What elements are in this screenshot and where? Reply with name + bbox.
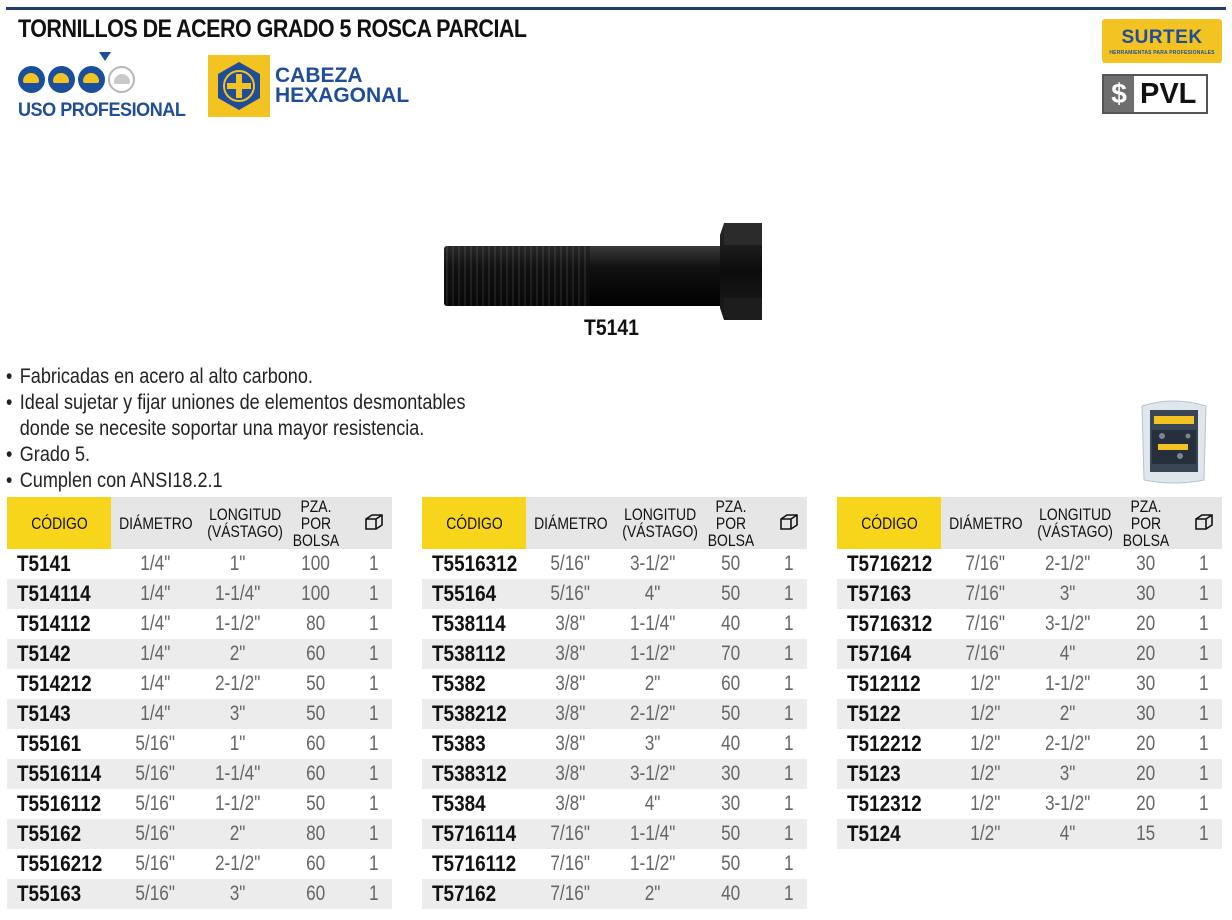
cell-diameter: 3/8" — [554, 672, 586, 695]
cell-box-qty: 1 — [1198, 612, 1209, 635]
cell-box-qty: 1 — [1198, 792, 1209, 815]
cell-length: 3-1/2" — [630, 552, 676, 575]
cell-length: 3" — [1029, 759, 1107, 789]
table-header-row — [837, 497, 1222, 549]
cell-pieces: 50 — [721, 552, 741, 575]
cell-box-qty: 1 — [368, 792, 379, 815]
table-row — [7, 699, 392, 729]
cell-pieces: 20 — [1136, 612, 1156, 635]
column-header-code: CÓDIGO — [422, 497, 526, 549]
cell-code: T5516212 — [17, 851, 103, 876]
cell-diameter: 7/16" — [965, 552, 1005, 575]
table-row — [7, 789, 392, 819]
cell-box-qty: 1 — [1185, 699, 1222, 729]
cell-diameter: 5/16" — [135, 732, 175, 755]
cell-code: T5516112 — [17, 791, 102, 816]
cell-pieces: 80 — [277, 819, 355, 849]
cell-code: T55162 — [7, 819, 111, 849]
cell-code: T57164 — [837, 639, 941, 669]
product-table — [7, 497, 392, 909]
cell-diameter: 3/8" — [554, 612, 586, 635]
table-row — [7, 879, 392, 909]
table-row — [7, 549, 392, 579]
table-row — [422, 789, 807, 819]
cell-diameter: 1/2" — [969, 672, 1001, 695]
cell-diameter: 7/16" — [550, 852, 590, 875]
brand-tagline: HERRAMIENTAS PARA PROFESIONALES — [1109, 50, 1215, 56]
cell-box-qty: 1 — [783, 732, 794, 755]
cell-code: T5716114 — [422, 819, 526, 849]
cell-code: T55164 — [422, 579, 526, 609]
cell-code: T5382 — [432, 671, 486, 696]
cell-diameter: 1/4" — [139, 672, 171, 695]
cell-diameter: 5/16" — [526, 579, 614, 609]
cell-code: T5124 — [837, 819, 941, 849]
cell-pieces: 30 — [721, 792, 741, 815]
price-type-badge — [1102, 74, 1208, 114]
cell-length: 3-1/2" — [1045, 612, 1091, 635]
cell-diameter: 3/8" — [554, 732, 586, 755]
table-row — [422, 879, 807, 909]
cell-diameter: 1/4" — [111, 699, 199, 729]
cell-box-qty: 1 — [355, 819, 392, 849]
table-row — [837, 699, 1222, 729]
cell-box-qty: 1 — [355, 879, 392, 909]
cell-pieces: 30 — [1107, 699, 1185, 729]
cell-diameter: 1/2" — [941, 699, 1029, 729]
cell-code: T512212 — [847, 731, 922, 756]
cell-pieces: 50 — [692, 699, 770, 729]
cell-length: 2-1/2" — [215, 672, 261, 695]
cell-code: T514114 — [7, 579, 111, 609]
table-row — [422, 819, 807, 849]
cell-code: T57162 — [422, 879, 526, 909]
feature-list — [6, 364, 466, 494]
table-row — [7, 639, 392, 669]
box-icon — [770, 497, 807, 549]
cell-length: 3-1/2" — [614, 759, 692, 789]
cell-length: 3" — [645, 732, 661, 755]
cell-box-qty: 1 — [368, 672, 379, 695]
cell-length: 2" — [199, 819, 277, 849]
cell-length: 2-1/2" — [215, 852, 261, 875]
helmet-icon — [18, 66, 45, 93]
cell-length: 2" — [645, 672, 661, 695]
table-row — [422, 579, 807, 609]
cell-code: T5122 — [837, 699, 941, 729]
table-row — [422, 639, 807, 669]
cell-length: 4" — [614, 579, 692, 609]
cell-code: T57163 — [837, 579, 941, 609]
cell-pieces: 60 — [277, 759, 355, 789]
table-row — [422, 759, 807, 789]
feature-item: • Ideal sujetar y fijar uniones de elementos desmontables — [6, 390, 466, 416]
cell-box-qty: 1 — [1185, 819, 1222, 849]
cell-diameter: 1/4" — [139, 612, 171, 635]
cell-pieces: 20 — [1136, 732, 1156, 755]
cell-pieces: 20 — [1107, 759, 1185, 789]
page-title: TORNILLOS DE ACERO GRADO 5 ROSCA PARCIAL — [18, 15, 527, 43]
product-image-code: T5141 — [584, 315, 639, 340]
table-row — [7, 759, 392, 789]
cell-diameter: 7/16" — [526, 819, 614, 849]
cell-code: T514112 — [17, 611, 91, 636]
cell-length: 2-1/2" — [1045, 732, 1091, 755]
cell-length: 4" — [1029, 819, 1107, 849]
table-row — [422, 609, 807, 639]
table-row — [7, 609, 392, 639]
cell-box-qty: 1 — [770, 699, 807, 729]
usage-label: USO PROFESIONAL — [18, 100, 186, 121]
table-row — [837, 579, 1222, 609]
cell-pieces: 30 — [692, 759, 770, 789]
cell-code: T5383 — [432, 731, 486, 756]
column-header-diameter: DIÁMETRO — [941, 497, 1029, 549]
helmet-inactive-icon — [108, 66, 135, 93]
cell-code: T538114 — [432, 611, 506, 636]
cell-code: T512112 — [847, 671, 921, 696]
cell-box-qty: 1 — [1185, 579, 1222, 609]
column-header-code: CÓDIGO — [7, 497, 111, 549]
cell-box-qty: 1 — [770, 759, 807, 789]
cell-diameter: 3/8" — [526, 759, 614, 789]
cell-box-qty: 1 — [770, 639, 807, 669]
cell-code: T538312 — [422, 759, 526, 789]
cell-box-qty: 1 — [783, 792, 794, 815]
cell-pieces: 50 — [692, 819, 770, 849]
cell-diameter: 5/16" — [135, 852, 175, 875]
cell-length: 2" — [1029, 699, 1107, 729]
cell-length: 3-1/2" — [1045, 792, 1091, 815]
cell-pieces: 30 — [1136, 672, 1156, 695]
cell-box-qty: 1 — [1185, 759, 1222, 789]
cell-pieces: 50 — [306, 672, 326, 695]
cell-box-qty: 1 — [368, 852, 379, 875]
column-header-code: CÓDIGO — [837, 497, 941, 549]
cell-code: T5384 — [432, 791, 486, 816]
table-row — [837, 639, 1222, 669]
cell-code: T55163 — [7, 879, 111, 909]
table-row — [837, 549, 1222, 579]
column-header-diameter: DIÁMETRO — [111, 497, 199, 549]
cell-box-qty: 1 — [355, 639, 392, 669]
table-row — [422, 669, 807, 699]
box-icon — [1185, 497, 1222, 549]
cell-pieces: 50 — [721, 852, 741, 875]
cell-pieces: 60 — [306, 852, 326, 875]
price-type-label: PVL — [1140, 78, 1197, 110]
cell-code: T512312 — [847, 791, 922, 816]
cell-length: 1-1/4" — [614, 819, 692, 849]
cell-pieces: 100 — [301, 552, 331, 575]
table-row — [837, 669, 1222, 699]
top-rule — [6, 7, 1226, 10]
cell-length: 1-1/2" — [215, 612, 261, 635]
cell-code: T5716312 — [847, 611, 933, 636]
hex-bolt-image — [440, 220, 770, 322]
cell-pieces: 40 — [721, 732, 741, 755]
table-row — [422, 729, 807, 759]
cell-diameter: 1/4" — [139, 552, 171, 575]
table-row — [837, 819, 1222, 849]
cell-length: 2-1/2" — [1045, 552, 1091, 575]
cell-pieces: 30 — [1107, 579, 1185, 609]
helmet-icon — [48, 66, 75, 93]
cell-pieces: 40 — [692, 879, 770, 909]
cell-code: T5516114 — [7, 759, 111, 789]
cell-diameter: 1/4" — [111, 639, 199, 669]
cell-code: T5142 — [7, 639, 111, 669]
column-header-length: LONGITUD (VÁSTAGO) — [1029, 497, 1107, 549]
cell-box-qty: 1 — [355, 699, 392, 729]
cell-code: T5141 — [17, 551, 71, 576]
cell-diameter: 1/2" — [969, 792, 1001, 815]
cell-pieces: 70 — [692, 639, 770, 669]
cell-length: 2" — [199, 639, 277, 669]
feature-item: • Fabricadas en acero al alto carbono. — [6, 364, 466, 390]
cell-code: T538112 — [422, 639, 526, 669]
cell-length: 3" — [199, 879, 277, 909]
cell-length: 3" — [1029, 579, 1107, 609]
table-row — [422, 849, 807, 879]
column-header-length: LONGITUD (VÁSTAGO) — [614, 497, 692, 549]
box-icon — [355, 497, 392, 549]
cell-length: 1" — [230, 552, 246, 575]
cell-length: 1-1/2" — [215, 792, 261, 815]
cell-pieces: 20 — [1136, 792, 1156, 815]
helmet-icon — [78, 66, 105, 93]
table-row — [837, 609, 1222, 639]
cell-box-qty: 1 — [355, 759, 392, 789]
cell-pieces: 50 — [692, 579, 770, 609]
cell-length: 1-1/2" — [614, 639, 692, 669]
cell-pieces: 50 — [277, 699, 355, 729]
cell-pieces: 30 — [1136, 552, 1156, 575]
table-row — [422, 549, 807, 579]
feature-item: • Cumplen con ANSI18.2.1 — [6, 468, 466, 494]
cell-length: 1-1/2" — [1045, 672, 1091, 695]
cell-box-qty: 1 — [355, 579, 392, 609]
cell-code: T514212 — [17, 671, 92, 696]
cell-length: 1" — [230, 732, 246, 755]
cell-diameter: 7/16" — [941, 579, 1029, 609]
cell-box-qty: 1 — [368, 612, 379, 635]
cell-length: 1-1/4" — [199, 579, 277, 609]
column-header-pieces: PZA. POR BOLSA — [1107, 497, 1185, 549]
cell-diameter: 7/16" — [941, 639, 1029, 669]
cell-pieces: 50 — [306, 792, 326, 815]
usage-level-indicator — [18, 52, 198, 122]
column-header-diameter: DIÁMETRO — [526, 497, 614, 549]
column-header-pieces: PZA. POR BOLSA — [692, 497, 770, 549]
table-row — [7, 669, 392, 699]
cell-diameter: 3/8" — [526, 639, 614, 669]
table-header-row — [7, 497, 392, 549]
cell-box-qty: 1 — [368, 732, 379, 755]
cell-code: T5143 — [7, 699, 111, 729]
cell-box-qty: 1 — [783, 672, 794, 695]
column-header-length: LONGITUD (VÁSTAGO) — [199, 497, 277, 549]
table-row — [7, 579, 392, 609]
dollar-icon: $ — [1104, 76, 1134, 112]
cell-box-qty: 1 — [783, 552, 794, 575]
cell-box-qty: 1 — [770, 879, 807, 909]
cell-length: 4" — [1029, 639, 1107, 669]
cell-pieces: 80 — [306, 612, 326, 635]
table-row — [837, 789, 1222, 819]
table-row — [7, 849, 392, 879]
cell-pieces: 60 — [277, 639, 355, 669]
cell-diameter: 5/16" — [111, 819, 199, 849]
product-table — [837, 497, 1222, 849]
cell-code: T5516312 — [432, 551, 518, 576]
cell-pieces: 100 — [277, 579, 355, 609]
cell-diameter: 7/16" — [965, 612, 1005, 635]
cell-code: T55161 — [17, 731, 82, 756]
cell-diameter: 1/4" — [111, 579, 199, 609]
cell-box-qty: 1 — [783, 612, 794, 635]
cell-box-qty: 1 — [1198, 732, 1209, 755]
brand-logo — [1102, 19, 1222, 63]
cell-diameter: 7/16" — [526, 879, 614, 909]
head-type-label: CABEZA HEXAGONAL — [275, 64, 410, 107]
feature-item: • Grado 5. — [6, 442, 466, 468]
cell-length: 1-1/4" — [199, 759, 277, 789]
cell-diameter: 3/8" — [554, 792, 586, 815]
cell-code: T5716112 — [432, 851, 517, 876]
cell-code: T5716212 — [847, 551, 933, 576]
cell-pieces: 60 — [306, 732, 326, 755]
bolt-bag-image — [1138, 396, 1210, 484]
cell-diameter: 3/8" — [526, 699, 614, 729]
cell-pieces: 60 — [721, 672, 741, 695]
cell-length: 2-1/2" — [614, 699, 692, 729]
cell-length: 1-1/4" — [630, 612, 676, 635]
cell-code: T5123 — [837, 759, 941, 789]
cell-pieces: 40 — [721, 612, 741, 635]
cell-box-qty: 1 — [1198, 672, 1209, 695]
cell-box-qty: 1 — [1198, 552, 1209, 575]
feature-item-continued: donde se necesite soportar una mayor resistencia. — [19, 417, 425, 440]
cell-pieces: 15 — [1107, 819, 1185, 849]
table-row — [422, 699, 807, 729]
cell-length: 1-1/2" — [630, 852, 676, 875]
cell-diameter: 5/16" — [111, 759, 199, 789]
cell-diameter: 1/2" — [941, 819, 1029, 849]
cell-diameter: 1/2" — [969, 732, 1001, 755]
cell-pieces: 60 — [277, 879, 355, 909]
cell-box-qty: 1 — [783, 852, 794, 875]
usage-level-pointer-icon — [99, 52, 111, 61]
table-row — [7, 819, 392, 849]
cell-length: 2" — [614, 879, 692, 909]
cell-box-qty: 1 — [368, 552, 379, 575]
cell-length: 3" — [199, 699, 277, 729]
cell-code: T538212 — [422, 699, 526, 729]
cell-diameter: 1/2" — [941, 759, 1029, 789]
table-row — [7, 729, 392, 759]
cell-box-qty: 1 — [770, 819, 807, 849]
cell-diameter: 5/16" — [111, 879, 199, 909]
cell-box-qty: 1 — [770, 579, 807, 609]
table-row — [837, 759, 1222, 789]
cell-length: 4" — [645, 792, 661, 815]
cell-pieces: 20 — [1107, 639, 1185, 669]
cell-diameter: 5/16" — [550, 552, 590, 575]
column-header-pieces: PZA. POR BOLSA — [277, 497, 355, 549]
phillips-hex-head-icon — [208, 55, 270, 117]
brand-name: SURTEK — [1121, 27, 1203, 48]
table-row — [837, 729, 1222, 759]
product-table — [422, 497, 807, 909]
table-header-row — [422, 497, 807, 549]
cell-diameter: 5/16" — [135, 792, 175, 815]
cell-box-qty: 1 — [1185, 639, 1222, 669]
